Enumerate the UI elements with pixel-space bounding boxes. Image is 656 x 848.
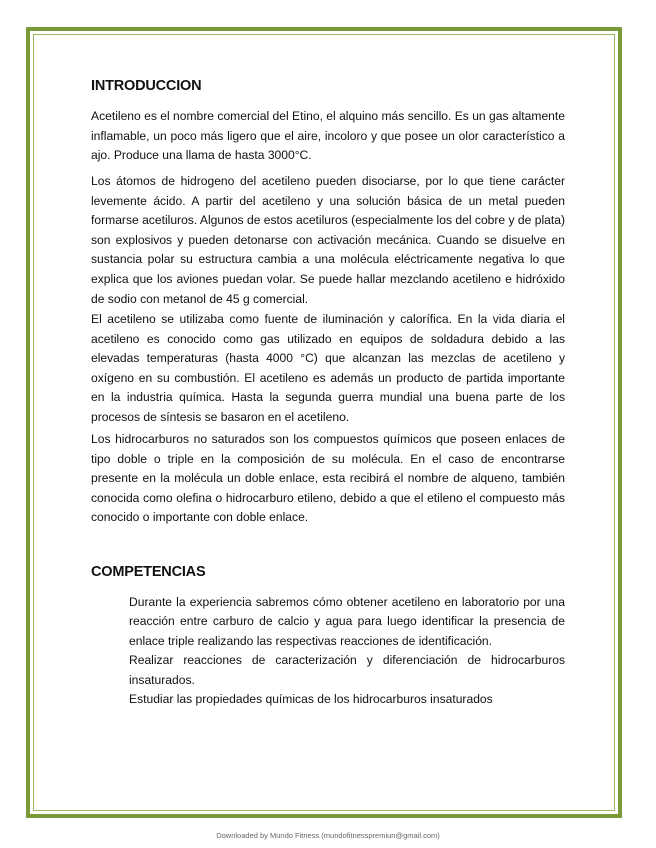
introduccion-heading: INTRODUCCION [91,78,202,94]
introduccion-paragraph: Los átomos de hidrogeno del acetileno pueden disociarse, por lo que tiene carácter levemente ácido. A partir del acetileno y una solución básica de un metal pueden formarse acetiluros. Algunos de estos acetiluros (especialmente los del cobre y de plata) son explosivos y pueden detonarse con activación mecánica. Cuando se disuelve en sustancia polar su estructura cambia a una molécula eléctricamente negativa lo que explica que los aviones puedan volar. Se puede hallar mezclando acetileno e hidróxido de sodio con metanol de 45 g comercial. [91,174,565,306]
competencia-item: Realizar reacciones de caracterización y diferenciación de hidrocarburos insaturados. [129,653,565,687]
introduccion-paragraph: El acetileno se utilizaba como fuente de iluminación y calorífica. En la vida diaria el acetileno es conocido como gas utilizado en equipos de soldadura debido a las elevadas temperaturas (hasta 4000 °C) que alcanzan las mezclas de acetileno y oxígeno en su combustión. El acetileno es además un producto de partida importante en la industria química. Hasta la segunda guerra mundial una buena parte de los procesos de síntesis se basaron en el acetileno. [91,312,565,424]
download-footer: Downloaded by Mundo Fitness (mundofitnesspremiun@gmail.com) [216,831,440,840]
competencia-item: Durante la experiencia sabremos cómo obtener acetileno en laboratorio por una reacción entre carburo de calcio y agua para luego identificar la presencia de enlace triple realizando las respectivas reacciones de identificación. [129,595,565,648]
introduccion-paragraph: Los hidrocarburos no saturados son los compuestos químicos que poseen enlaces de tipo doble o triple en la composición de su molécula. En el caso de encontrarse presente en la molécula un doble enlace, esta recibirá el nombre de alqueno, también conocida como olefina o hidrocarburo etileno, debido a que el etileno el compuesto más conocido o importante con doble enlace. [91,432,565,525]
introduccion-paragraph: Acetileno es el nombre comercial del Etino, el alquino más sencillo. Es un gas altamente inflamable, un poco más ligero que el aire, incoloro y que posee un olor característico a ajo. Produce una llama de hasta 3000°C. [91,109,565,163]
competencias-list [129,593,565,709]
competencias-heading: COMPETENCIAS [91,564,206,580]
competencia-item: Estudiar las propiedades químicas de los hidrocarburos insaturados [129,692,493,707]
